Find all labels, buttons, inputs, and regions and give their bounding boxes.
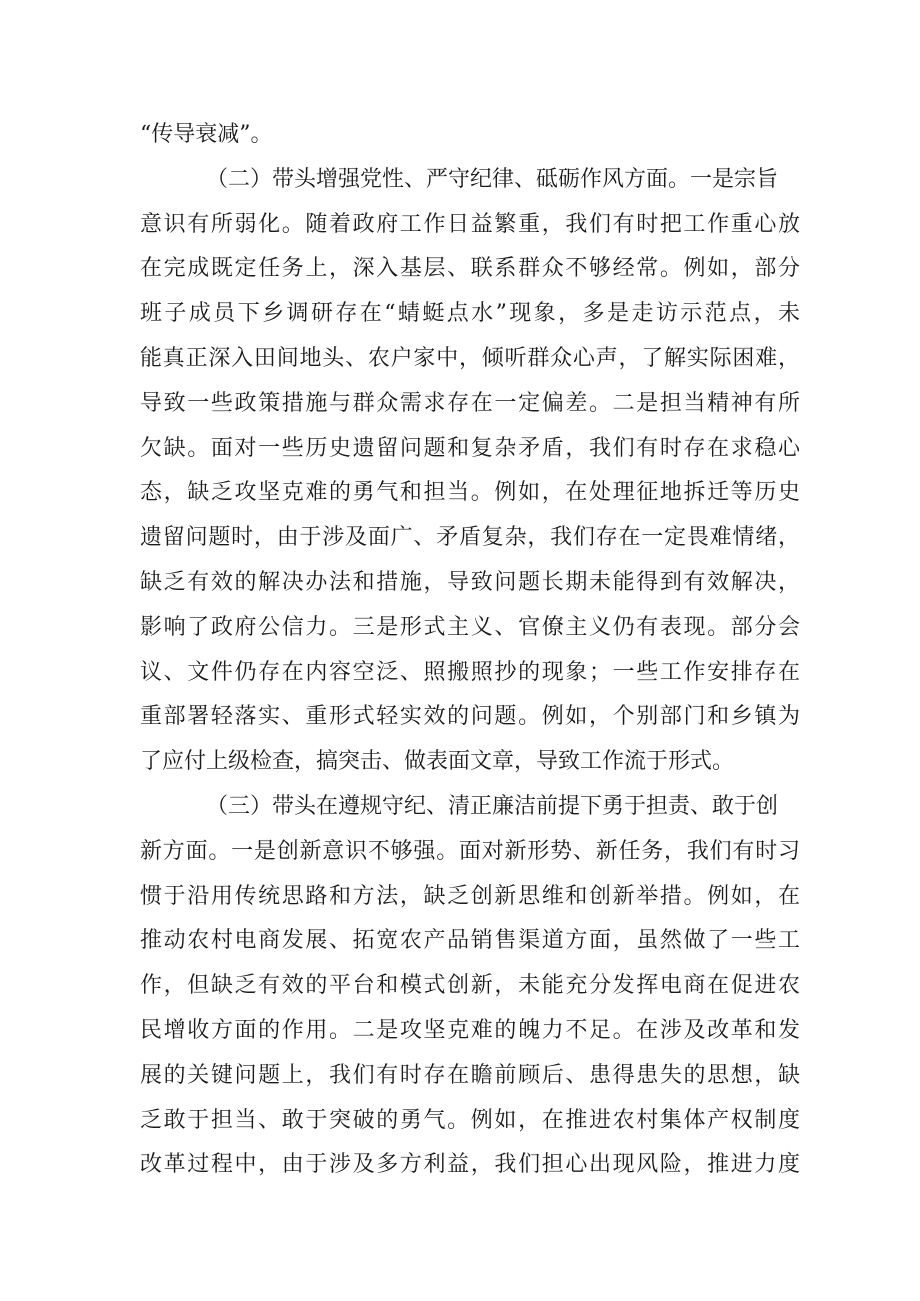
text-line: （三）带头在遵规守纪、清正廉洁前提下勇于担责、敢于创	[206, 793, 779, 819]
text-line: 遗留问题时，由于涉及面广、矛盾复杂，我们存在一定畏难情绪，	[140, 525, 800, 551]
text-line: 了应付上级检查，搞突击、做表面文章，导致工作流于形式。	[140, 749, 735, 775]
text-line: 在完成既定任务上，深入基层、联系群众不够经常。例如，部分	[140, 256, 800, 282]
text-line: （二）带头增强党性、严守纪律、砥砺作风方面。一是宗旨	[206, 166, 779, 192]
text-line: 班子成员下乡调研存在“蜻蜓点水”现象，多是走访示范点，未	[140, 301, 800, 327]
text-line: 推动农村电商发展、拓宽农产品销售渠道方面，虽然做了一些工	[140, 928, 800, 954]
text-line: 欠缺。面对一些历史遗留问题和复杂矛盾，我们有时存在求稳心	[140, 435, 800, 461]
text-line: 作，但缺乏有效的平台和模式创新，未能充分发挥电商在促进农	[140, 973, 800, 999]
text-line: 惯于沿用传统思路和方法，缺乏创新思维和创新举措。例如，在	[140, 883, 800, 909]
text-line: 能真正深入田间地头、农户家中，倾听群众心声，了解实际困难，	[140, 345, 800, 371]
text-line: 新方面。一是创新意识不够强。面对新形势、新任务，我们有时习	[140, 838, 800, 864]
text-line: 影响了政府公信力。三是形式主义、官僚主义仍有表现。部分会	[140, 614, 800, 640]
text-line: 缺乏有效的解决办法和措施，导致问题长期未能得到有效解决，	[140, 569, 800, 595]
text-line: 意识有所弱化。随着政府工作日益繁重，我们有时把工作重心放	[140, 211, 800, 237]
text-line: 民增收方面的作用。二是攻坚克难的魄力不足。在涉及改革和发	[140, 1017, 800, 1043]
text-line: 议、文件仍存在内容空泛、照搬照抄的现象；一些工作安排存在	[140, 659, 800, 685]
text-line: “传导衰减”。	[140, 122, 273, 147]
text-line: 展的关键问题上，我们有时存在瞻前顾后、患得患失的思想，缺	[140, 1062, 800, 1088]
text-line: 重部署轻落实、重形式轻实效的问题。例如，个别部门和乡镇为	[140, 704, 800, 730]
text-line: 导致一些政策措施与群众需求存在一定偏差。二是担当精神有所	[140, 390, 800, 416]
text-line: 态，缺乏攻坚克难的勇气和担当。例如，在处理征地拆迁等历史	[140, 480, 800, 506]
text-line: 改革过程中，由于涉及多方利益，我们担心出现风险，推进力度	[140, 1152, 800, 1178]
document-body	[140, 113, 800, 1188]
text-line: 乏敢于担当、敢于突破的勇气。例如，在推进农村集体产权制度	[140, 1107, 800, 1133]
